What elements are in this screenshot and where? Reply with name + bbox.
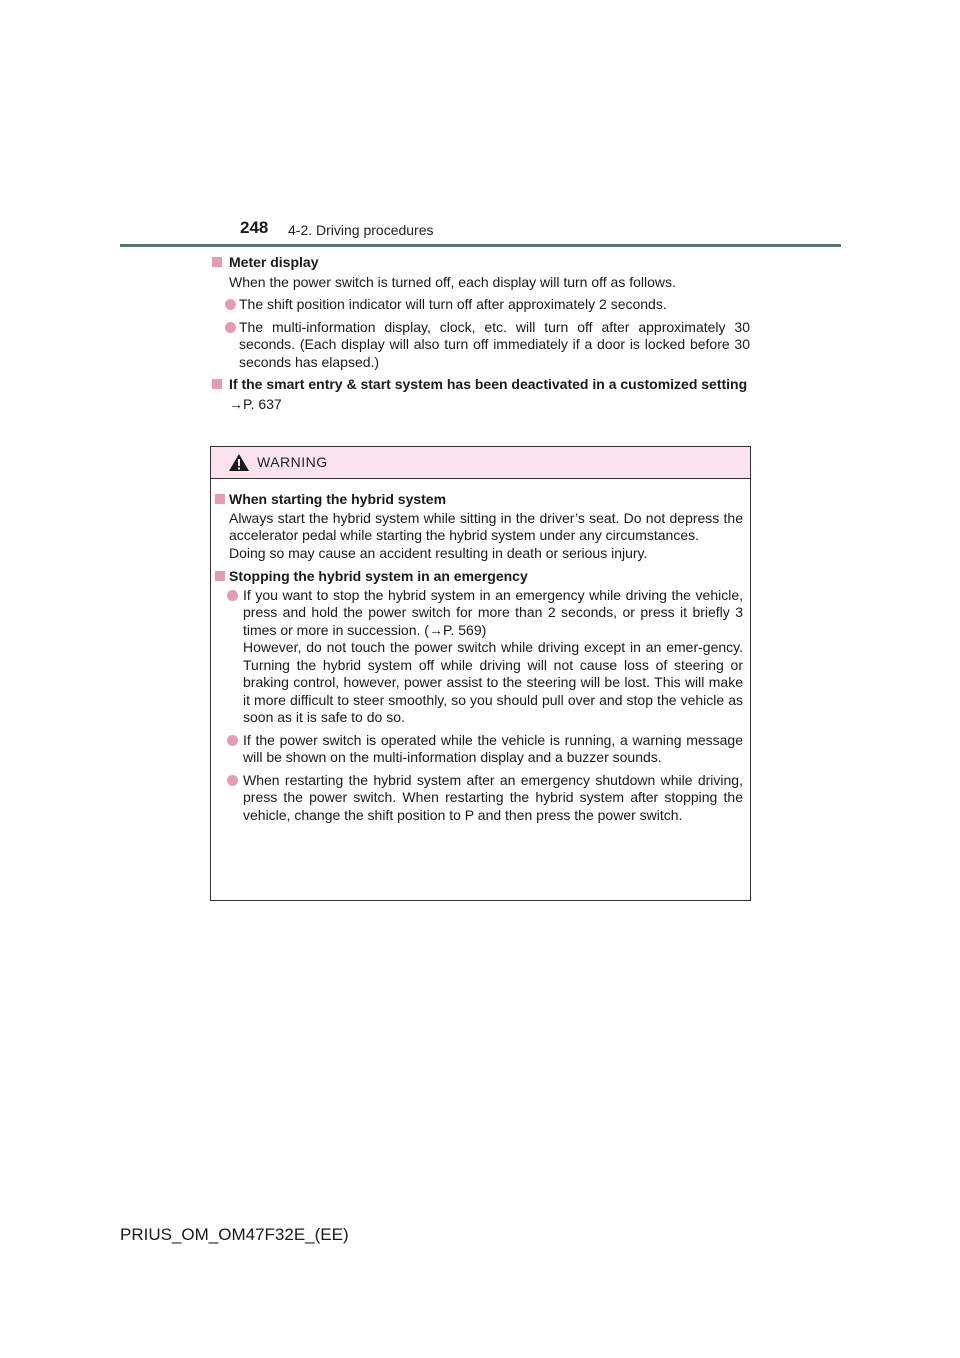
stopping-bullet-1-text: If you want to stop the hybrid system in an emergency while driving the vehicle, press and hold the power switch for more than 2 seconds, or press it briefly 3 times or more in succession. (→P. 569) xyxy=(243,586,743,638)
warning-header xyxy=(211,447,750,479)
warning-body xyxy=(211,479,750,824)
smart-entry-title: If the smart entry & start system has been deactivated in a customized setting xyxy=(229,376,748,392)
warning-label: WARNING xyxy=(257,454,328,470)
meter-display-title: Meter display xyxy=(229,254,319,270)
starting-hybrid-title: When starting the hybrid system xyxy=(229,491,447,507)
meter-bullet-2-text: The multi-information display, clock, etc. will turn off after approximately 30 seconds. (Each display will also turn off immediately if a door is locked before 30 seconds has elapsed.) xyxy=(239,318,750,370)
circle-bullet-icon xyxy=(227,735,238,746)
smart-entry-heading xyxy=(210,376,750,394)
warning-triangle-icon xyxy=(228,453,250,472)
circle-bullet-icon xyxy=(225,322,236,333)
page-reference-link[interactable]: →P. 637 xyxy=(229,395,282,412)
meter-bullet-1-text: The shift position indicator will turn off after approximately 2 seconds. xyxy=(239,296,667,312)
meter-bullet-1 xyxy=(210,296,750,314)
footer-doc-code: PRIUS_OM_OM47F32E_(EE) xyxy=(120,1225,349,1244)
meter-display-heading xyxy=(210,254,750,272)
circle-bullet-icon xyxy=(227,775,238,786)
starting-hybrid-text-2: Doing so may cause an accident resulting in death or serious injury. xyxy=(229,544,648,561)
main-content xyxy=(210,254,750,413)
stopping-bullet-2-text: If the power switch is operated while the vehicle is running, a warning message will be shown on the multi-information display and a buzzer sounds. xyxy=(243,731,743,765)
square-bullet-icon xyxy=(215,494,225,504)
square-bullet-icon xyxy=(212,379,222,389)
starting-hybrid-text xyxy=(215,510,743,545)
circle-bullet-icon xyxy=(227,590,238,601)
square-bullet-icon xyxy=(215,571,225,581)
section-title: 4-2. Driving procedures xyxy=(288,222,434,238)
meter-display-intro: When the power switch is turned off, each display will turn off as follows. xyxy=(229,273,676,290)
header-rule xyxy=(120,244,841,247)
stopping-bullet-1 xyxy=(215,587,743,727)
stopping-bullet-1-continued: However, do not touch the power switch while driving except in an emer-gency. Turning the hybrid system off while driving will not cause loss of steering or braking control, however, power assist to the steering will be lost. This will make it more difficult to steer smoothly, so you should pull over and stop the vehicle as soon as it is safe to do so. xyxy=(243,639,743,725)
page-number: 248 xyxy=(240,218,269,237)
circle-bullet-icon xyxy=(225,299,236,310)
square-bullet-icon xyxy=(212,257,222,267)
stopping-hybrid-heading xyxy=(215,568,743,586)
stopping-bullet-3-text: When restarting the hybrid system after an emergency shutdown while driving, press the power switch. When restarting the hybrid system after stopping the vehicle, change the shift position to P and then press the power switch. xyxy=(243,771,743,823)
starting-hybrid-text-1: Always start the hybrid system while sitting in the driver’s seat. Do not depress the accelerator pedal while starting the hybrid system under any circumstances. xyxy=(229,509,743,543)
warning-box xyxy=(210,446,751,901)
stopping-bullet-2 xyxy=(215,732,743,767)
starting-hybrid-heading xyxy=(215,491,743,509)
meter-bullet-2 xyxy=(210,319,750,372)
stopping-bullet-3 xyxy=(215,772,743,825)
stopping-hybrid-title: Stopping the hybrid system in an emergency xyxy=(229,568,528,584)
